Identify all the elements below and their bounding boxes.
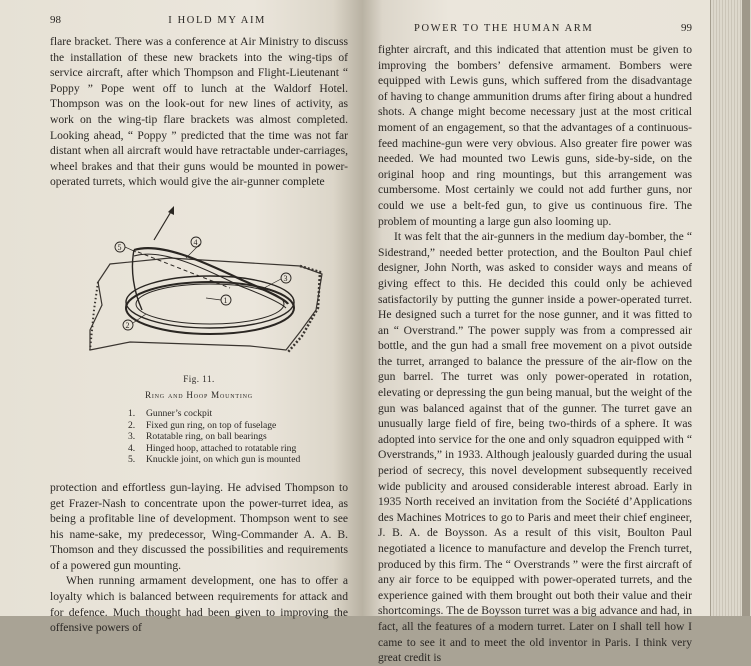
- right-paragraph-1: fighter aircraft, and this indicated that attention must be given to improving the bombers’ defensive armament. Bombers were equipped with Lewis guns, which suffered from the disadvantage of having to change ammunition drums after firing about a hundred shots. A change might become necessary just at the most critical moment of an engagement, so that the advantages of a continuous-feed machine-gun were very obvious. Also greater fire power was needed. We had mounted two Lewis guns, side-by-side, on the original hoop and ring mountings, but this arrangement was cumbersome. Most certainly we could not add further guns, nor could we use a belt-fed gun, to give us continuous fire. The problem of mounting a large gun also looming up.: [378, 43, 692, 228]
- right-running-head: [378, 22, 692, 34]
- right-running-title: POWER TO THE HUMAN ARM: [414, 23, 594, 34]
- ring-hoop-figure: [50, 200, 348, 370]
- figure-label: Fig. 11.: [183, 373, 215, 384]
- callout-5-label: 5: [117, 242, 122, 252]
- right-paragraph-2: It was felt that the air-gunners in the medium day-bomber, the “ Sidestrand,” needed better protection, and the Boulton Paul chief designer, John North, was asked to consider ways and means of giving effect to this. He decided this could only be achieved satisfactorily by putting the gunner inside a power-operated turret. He designed such a turret for the nose gunner, and it was fitted to an “ Overstrand.” The power supply was from a compressed air bottle, and the gun had a small free movement on a pivot outside the turret, arranged to balance the pressure of the air-flow on the gun barrel. The turret was only power-operated in rotation, elevating or depressing the gun being manual, but the weight of the gun was balanced against that of the gunner. The turret gave an unusually large field of fire, being two-thirds of a sphere. It was adopted into service for the one and only squadron equipped with “ Overstrands,” in 1933. Although jealously guarded during the usual period of secrecy, this novel development subsequently received wide publicity and aroused considerable interest abroad. Early in 1935 North received an invitation from the Société d’Applications des Machines Motrices to go to Paris and meet their chief engineer, J. B. A. de Boysson. As a result of this visit, Boulton Paul negotiated a licence to manufacture and develop the French turret, produced by this firm. The “ Overstrands ” were the first aircraft of any air force to be equipped with power-operated turrets, and the experience gained with them brought out both their value and their shortcomings. The de Boysson turret was a big advance and had, in fact, all the features of a modern turret. Later on I shall tell how I came to see it and to meet the old inventor in Paris. I think very great credit is: [378, 230, 692, 665]
- book-edge-shadow: [742, 0, 750, 616]
- callout-2-label: 2: [125, 320, 130, 330]
- legend-item: 3. Rotatable ring, on ball bearings: [128, 431, 267, 443]
- legend-item: 5. Knuckle joint, on which gun is mounted: [128, 454, 301, 466]
- left-running-title: I HOLD MY AIM: [168, 15, 266, 26]
- right-page: [362, 0, 710, 665]
- left-paragraph-1: flare bracket. There was a conference at Air Ministry to discuss the installation of these new brackets into the wing-tips of service aircraft, after which Thompson and Flight-Lieutenant “ Poppy ” Pope went off to lunch at the Waldorf Hotel. Thompson was on the look-out for new lines of activity, as work on the wing-tip flare brackets was almost completed. Looking ahead, “ Poppy ” predicted that the time was not far distant when all aircraft would have retractable under-carriages, wheel brakes and that their guns would be mounted in power-operated turrets, which would give the air-gunner complete: [50, 35, 348, 189]
- legend-item: 4. Hinged hoop, attached to rotatable ring: [128, 442, 297, 454]
- callout-4-label: 4: [193, 237, 198, 247]
- legend-item: 2. Fixed gun ring, on top of fuselage: [128, 419, 277, 431]
- left-page-number: 98: [50, 14, 61, 26]
- ring-hoop-illustration: [50, 200, 348, 370]
- right-page-number: 99: [681, 22, 692, 34]
- left-paragraph-2: protection and effortless gun-laying. He advised Thompson to get Frazer-Nash to concentrate upon the power-turret idea, as being a profitable line of development. Thompson went to see his name-sake, my predecessor, Wing-Commander A. A. B. Thomson and they discussed the possibilities and requirements of a powered gun mounting.: [50, 480, 348, 572]
- figure-legend: [128, 408, 348, 466]
- figure-title: Ring and Hoop Mounting: [145, 389, 253, 400]
- left-paragraph-3: When running armament development, one has to offer a loyalty which is balanced between requirements for attack and for defence. Much thought had been given to improving the offensive powers of: [50, 574, 348, 635]
- callout-1-label: 1: [223, 295, 228, 305]
- left-page: [0, 0, 362, 635]
- callout-3-label: 3: [283, 273, 288, 283]
- legend-item: 1. Gunner’s cockpit: [128, 407, 213, 419]
- left-running-head: [50, 14, 348, 26]
